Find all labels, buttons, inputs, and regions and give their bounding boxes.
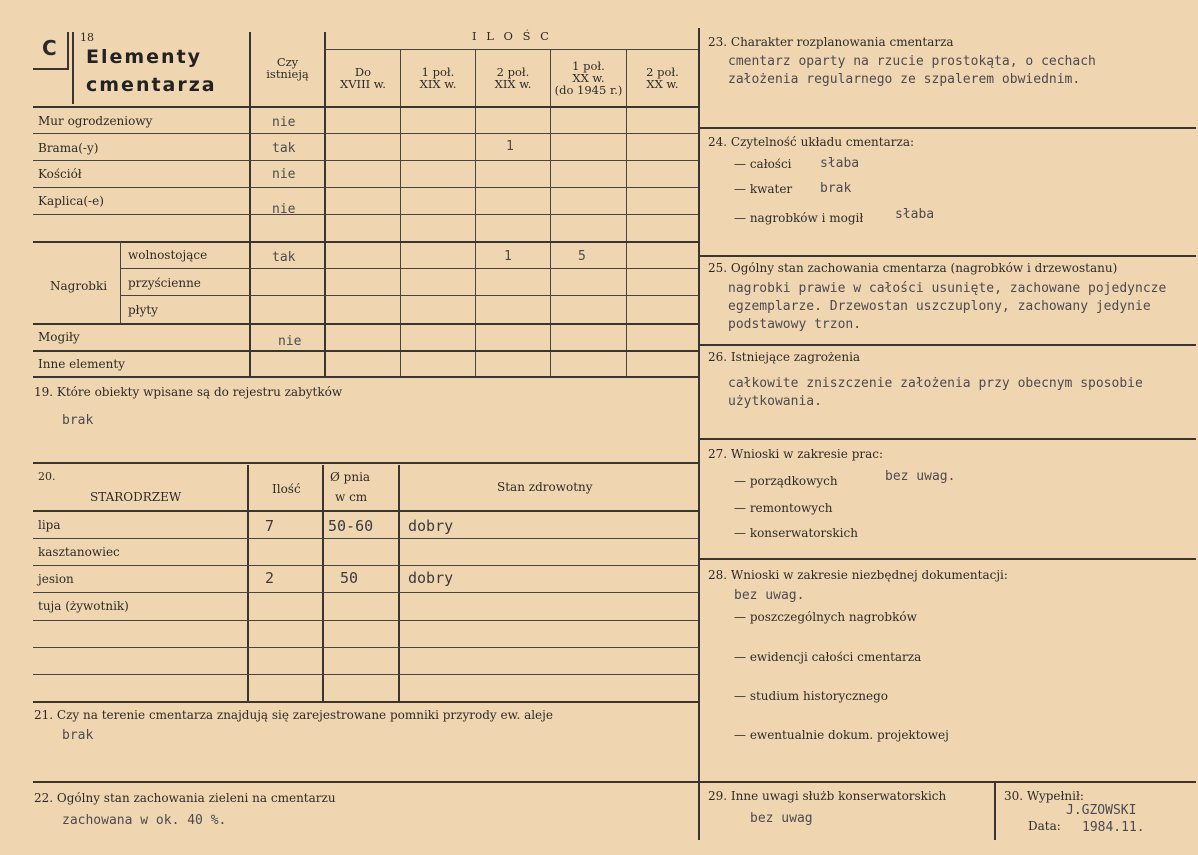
q20-vline — [247, 465, 249, 702]
brama-count: 1 — [506, 139, 514, 154]
q20-row-line — [33, 620, 698, 621]
q19-label: 19. Które obiekty wpisane są do rejestru zabytków — [34, 385, 343, 399]
q25-bottom — [700, 344, 1196, 346]
q28-item: — studium historycznego — [734, 689, 889, 703]
row-label-brama: Brama(-y) — [38, 141, 99, 155]
q24-item: — kwater — [734, 182, 793, 196]
q20-col-diam1: Ø pnia — [330, 470, 371, 484]
section-title-line1: Elementy — [86, 46, 203, 68]
q30-date-label: Data: — [1028, 819, 1061, 833]
q28-label: 28. Wnioski w zakresie niezbędnej dokumentacji: — [708, 568, 1008, 582]
q20-col-state: Stan zdrowotny — [497, 480, 593, 494]
q20-col-name: STARODRZEW — [90, 490, 182, 504]
q27-label: 27. Wnioski w zakresie prac: — [708, 447, 884, 461]
q24-bottom — [700, 255, 1196, 257]
q20-col-qty: Ilość — [272, 482, 301, 496]
row-line — [33, 241, 698, 243]
q24-answer: słaba — [820, 156, 860, 171]
q24-item: — nagrobków i mogił — [734, 211, 864, 225]
row-line — [121, 268, 698, 269]
row-line — [33, 187, 698, 188]
tree-state: dobry — [408, 569, 454, 587]
row-label-inne: Inne elementy — [38, 357, 125, 371]
period-header-2: 1 poł. XIX w. — [419, 65, 457, 91]
tree-diam: 50-60 — [328, 517, 374, 535]
period-header-3: 2 poł. XIX w. — [494, 65, 532, 91]
quantity-underline — [324, 49, 698, 50]
q26-answer-line1: całkowite zniszczenie założenia przy obecnym sposobie — [728, 376, 1143, 391]
row-label-kaplica: Kaplica(-e) — [38, 194, 104, 208]
q20-row-line — [33, 674, 698, 675]
nagrobki-row-label: wolnostojące — [128, 248, 208, 262]
q30-date: 1984.11. — [1082, 820, 1145, 835]
elements-vline — [626, 50, 627, 376]
q19-bottom — [33, 462, 698, 464]
row-line — [33, 350, 698, 352]
row-label-kosciol: Kościół — [38, 167, 82, 181]
row-line — [33, 214, 698, 215]
q27-bottom — [700, 558, 1196, 560]
exists-mur: nie — [272, 115, 296, 130]
q26-bottom — [700, 438, 1196, 440]
quantity-header: I L O Ś C — [472, 29, 552, 43]
elements-table-bottom — [33, 376, 698, 378]
q27-answer: bez uwag. — [885, 469, 956, 484]
q20-row-line — [33, 538, 698, 539]
q29-divider — [994, 783, 996, 840]
q30-name: J.GZOWSKI — [1066, 803, 1137, 818]
q23-answer-line2: założenia regularnego ze szpalerem obwiednim. — [728, 72, 1081, 87]
row-line — [33, 133, 698, 134]
q20-row-line — [33, 647, 698, 648]
row-line — [33, 160, 698, 161]
q25-label: 25. Ogólny stan zachowania cmentarza (nagrobków i drzewostanu) — [708, 261, 1118, 275]
period-header-5: 2 poł. XX w. — [646, 65, 679, 91]
q20-number: 20. — [38, 470, 56, 483]
elements-header-bottom — [33, 106, 698, 108]
tree-name: tuja (żywotnik) — [38, 599, 129, 613]
elements-vline — [400, 50, 401, 376]
q19-answer: brak — [62, 413, 94, 428]
q22-label: 22. Ogólny stan zachowania zieleni na cmentarzu — [34, 791, 336, 805]
q23-answer-line1: cmentarz oparty na rzucie prostokąta, o cechach — [728, 54, 1096, 69]
tree-qty: 2 — [265, 569, 275, 587]
q20-vline — [398, 465, 400, 702]
q27-item: — konserwatorskich — [734, 526, 858, 540]
q25-answer-line3: podstawowy trzon. — [728, 317, 862, 332]
tree-state: dobry — [408, 517, 454, 535]
col-exists-header: Czy istnieją — [266, 55, 309, 81]
tree-name: kasztanowiec — [38, 545, 120, 559]
q21-label: 21. Czy na terenie cmentarza znajdują się zarejestrowane pomniki przyrody ew. aleje — [34, 708, 553, 722]
nagrobki-label: Nagrobki — [50, 279, 108, 293]
q20-header-bottom — [33, 510, 698, 512]
q23-bottom — [700, 127, 1196, 129]
nagrobki-row-label: przyścienne — [128, 276, 201, 290]
q20-row-line — [33, 592, 698, 593]
q22-answer: zachowana w ok. 40 %. — [62, 813, 227, 828]
q20-vline — [322, 465, 324, 702]
q28-item: — ewentualnie dokum. projektowej — [734, 728, 949, 742]
q29-answer: bez uwag — [750, 811, 813, 826]
q24-answer: brak — [820, 181, 852, 196]
nagrobki-row-label: płyty — [128, 303, 158, 317]
tree-name: lipa — [38, 518, 61, 532]
q25-answer-line2: egzemplarze. Drzewostan uszczuplony, zachowany jedynie — [728, 299, 1151, 314]
q28-item: — ewidencji całości cmentarza — [734, 650, 922, 664]
exists-wolnostojace: tak — [272, 250, 296, 265]
tree-diam: 50 — [340, 569, 359, 587]
row-label-mogily: Mogiły — [38, 330, 80, 344]
nagrobki-divider — [120, 241, 121, 323]
q20-bottom — [33, 701, 698, 703]
q25-answer-line1: nagrobki prawie w całości usunięte, zachowane pojedyncze — [728, 281, 1167, 296]
wolnostojace-p3: 1 — [504, 249, 512, 264]
tree-qty: 7 — [265, 517, 275, 535]
main-vline — [698, 28, 700, 840]
q26-label: 26. Istniejące zagrożenia — [708, 350, 861, 364]
q27-item: — porządkowych — [734, 474, 838, 488]
row-line — [121, 295, 698, 296]
q20-col-diam2: w cm — [335, 490, 368, 504]
exists-kosciol: nie — [272, 167, 296, 182]
q24-item: — całości — [734, 157, 792, 171]
title-divider — [72, 32, 74, 104]
section-number: 18 — [80, 31, 94, 44]
wolnostojace-p4: 5 — [578, 249, 586, 264]
q28-answer: bez uwag. — [734, 588, 805, 603]
q28-item: — poszczególnych nagrobków — [734, 610, 917, 624]
exists-brama: tak — [272, 141, 296, 156]
q21-answer: brak — [62, 728, 94, 743]
section-title-line2: cmentarza — [86, 74, 217, 96]
q30-label: 30. Wypełnił: — [1004, 789, 1084, 803]
q23-label: 23. Charakter rozplanowania cmentarza — [708, 35, 954, 49]
period-header-1: Do XVIII w. — [340, 65, 386, 91]
q27-item: — remontowych — [734, 501, 833, 515]
elements-vline — [550, 50, 551, 376]
q21-bottom — [33, 781, 698, 783]
q28-bottom — [700, 781, 1196, 783]
tree-name: jesion — [38, 572, 74, 586]
q26-answer-line2: użytkowania. — [728, 394, 822, 409]
q20-row-line — [33, 565, 698, 566]
row-label-mur: Mur ogrodzeniowy — [38, 114, 153, 128]
exists-mogily: nie — [278, 334, 302, 349]
q24-label: 24. Czytelność układu cmentarza: — [708, 135, 915, 149]
section-letter: C — [42, 36, 57, 60]
period-header-4: 1 poł. XX w. (do 1945 r.) — [554, 59, 623, 97]
elements-vline — [475, 50, 476, 376]
q24-answer: słaba — [895, 207, 935, 222]
q29-label: 29. Inne uwagi służb konserwatorskich — [708, 789, 947, 803]
exists-kaplica: nie — [272, 202, 296, 217]
row-line — [33, 323, 698, 325]
